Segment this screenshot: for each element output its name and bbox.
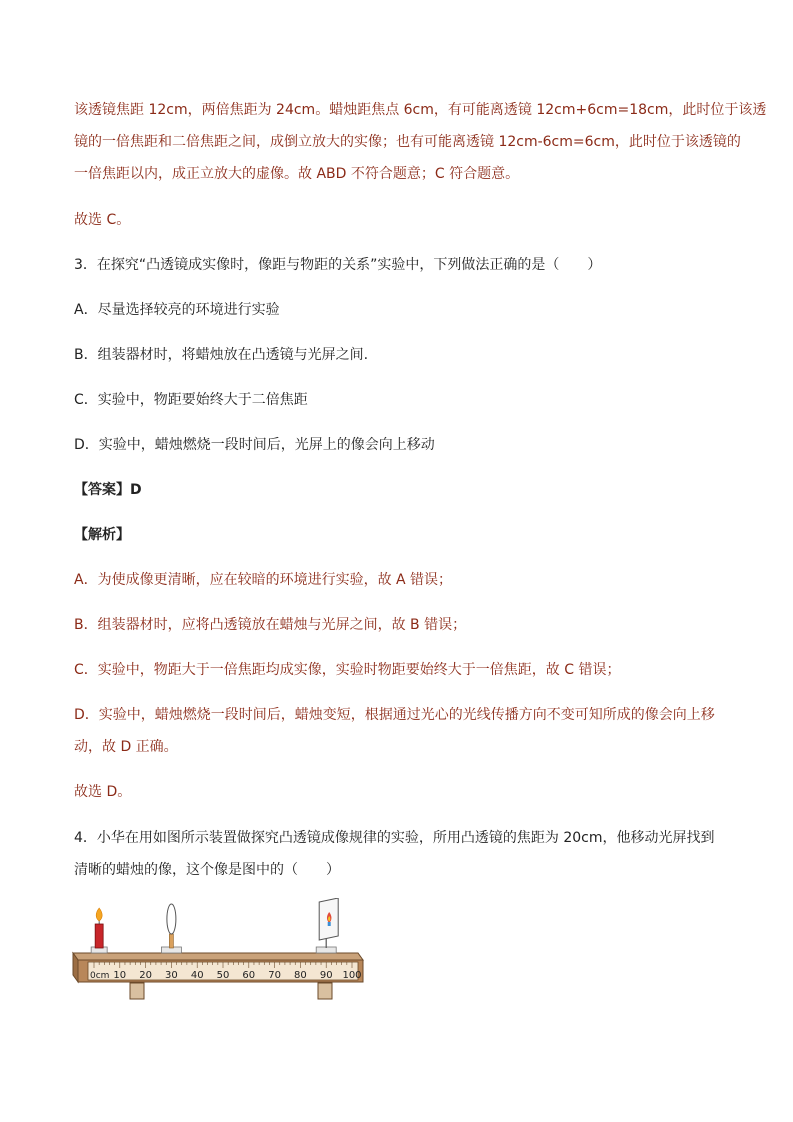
- analysis-item-a: A．为使成像更清晰，应在较暗的环境进行实验，故 A 错误；: [74, 572, 453, 588]
- analysis-line: 镜的一倍焦距和二倍焦距之间，成倒立放大的实像；也有可能离透镜 12cm-6cm=6cm，此时位于该透镜的: [74, 134, 741, 150]
- ruler-label: 80: [294, 970, 307, 981]
- analysis-item-c: C．实验中，物距大于一倍焦距均成实像，实验时物距要始终大于一倍焦距，故 C 错误；: [74, 662, 621, 678]
- ruler-unit-label: 0cm: [90, 971, 110, 981]
- conclusion-text: 故选 D。: [74, 784, 132, 800]
- ruler-label: 100: [342, 970, 362, 981]
- candle: [91, 908, 107, 953]
- ruler-label: 90: [319, 970, 333, 981]
- ruler-label: 40: [190, 970, 204, 981]
- bench-top: [73, 953, 363, 960]
- analysis-line: 该透镜焦距 12cm，两倍焦距为 24cm。蜡烛距焦点 6cm，有可能离透镜 12cm+6cm=18cm，此时位于该透: [74, 102, 767, 118]
- light-screen: [316, 898, 338, 953]
- ruler-label: 10: [113, 970, 127, 981]
- ruler-label: 50: [216, 970, 230, 981]
- bench-leg-right: [318, 983, 332, 999]
- lens-icon: [167, 904, 176, 934]
- ruler-label: 20: [139, 970, 152, 981]
- ruler-label: 30: [165, 970, 178, 981]
- question-stem: 3．在探究“凸透镜成实像时，像距与物距的关系”实验中，下列做法正确的是（ ）: [74, 257, 602, 273]
- analysis-item-d: D．实验中，蜡烛燃烧一段时间后，蜡烛变短，根据通过光心的光线传播方向不变可知所成的像会向上移动，故 D 正确。: [74, 707, 715, 755]
- convex-lens: [161, 904, 181, 953]
- option-d: D．实验中，蜡烛燃烧一段时间后，光屏上的像会向上移动: [74, 437, 435, 453]
- flame-icon: [96, 908, 102, 921]
- conclusion-text: 故选 C。: [74, 212, 131, 228]
- analysis-item-b: B．组装器材时，应将凸透镜放在蜡烛与光屏之间，故 B 错误；: [74, 617, 467, 633]
- ruler-label: 60: [242, 970, 256, 981]
- optical-bench-figure: [68, 898, 368, 1008]
- ruler-label: 70: [268, 970, 281, 981]
- question-stem: 4．小华在用如图所示装置做探究凸透镜成像规律的实验，所用凸透镜的焦距为 20cm，他移动光屏找到清晰的蜡烛的像，这个像是图中的（ ）: [74, 830, 715, 878]
- option-c: C．实验中，物距要始终大于二倍焦距: [74, 392, 308, 408]
- option-b: B．组装器材时，将蜡烛放在凸透镜与光屏之间.: [74, 347, 369, 363]
- bench-leg-left: [130, 983, 144, 999]
- analysis-label: 【解析】: [74, 527, 130, 543]
- answer-label: 【答案】D: [74, 482, 142, 498]
- analysis-line: 一倍焦距以内，成正立放大的虚像。故 ABD 不符合题意；C 符合题意。: [74, 166, 520, 182]
- option-a: A．尽量选择较亮的环境进行实验: [74, 302, 280, 318]
